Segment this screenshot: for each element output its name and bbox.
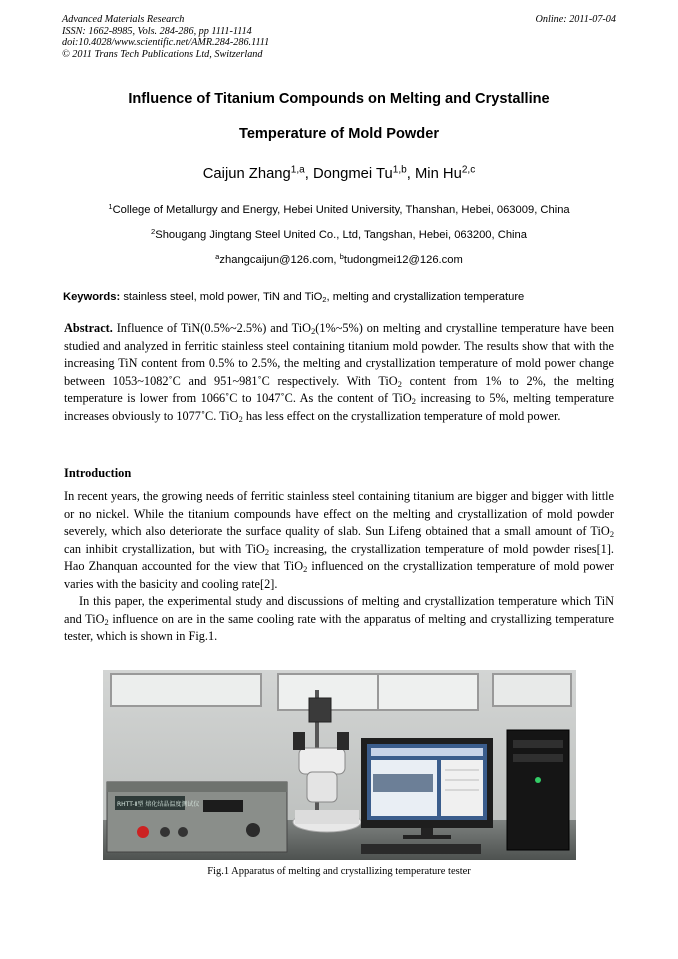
- doi-line: doi:10.4028/www.scientific.net/AMR.284-286.1111: [62, 37, 270, 49]
- abstract-text: content from 1% to 2%, the melting temperature is lower from 1066˚C to 1047˚C. As the content of TiO: [64, 373, 615, 405]
- journal-name: Advanced Materials Research: [62, 14, 185, 25]
- paragraph: [64, 593, 614, 646]
- abstract: [64, 320, 614, 425]
- subscript: 2: [411, 397, 416, 407]
- paragraph-text: increasing, the crystallization temperature of mold powder rises[1]. Hao Zhanquan accounted for the view that TiO: [64, 541, 614, 573]
- author-sup: 1,a: [290, 164, 305, 176]
- affiliation-2: [30, 226, 648, 241]
- subscript: 2: [322, 294, 327, 304]
- keywords: [63, 291, 623, 303]
- abstract-text: (1%~5%) on melting and crystalline temperature have been studied and analyzed in ferritic stainless steel containing titanium mold powder. The results show that with the increasing TiN content from 0.5% to 2.5%, the melting and crystallization temperature of mold power change between 1053~1082˚C and 951~981˚C respectively. With TiO: [64, 321, 614, 388]
- subscript: 2: [609, 530, 614, 540]
- issn-line: ISSN: 1662-8985, Vols. 284-286, pp 1111-1114: [62, 25, 252, 37]
- subscript: 2: [264, 547, 270, 557]
- keywords-text: stainless steel, mold power, TiN and TiO: [123, 291, 323, 303]
- email-line: [30, 251, 648, 266]
- keywords-label: Keywords:: [63, 291, 121, 303]
- figure-caption: Fig.1 Apparatus of melting and crystallizing temperature tester: [207, 866, 471, 877]
- copyright-line: © 2011 Trans Tech Publications Ltd, Switzerland: [62, 48, 263, 60]
- abstract-label: Abstract.: [64, 321, 113, 335]
- abstract-text: increasing to 5%, melting temperature increases obviously to 1077˚C. TiO: [64, 391, 614, 423]
- email-separator: ,: [333, 254, 340, 266]
- subscript: 2: [238, 414, 243, 424]
- email-link[interactable]: tudongmei12@126.com: [343, 254, 463, 266]
- author-list: [40, 166, 638, 182]
- paper-title-line-1: Influence of Titanium Compounds on Melting and Crystalline: [128, 91, 550, 107]
- author-name: Min Hu: [414, 166, 462, 182]
- author-separator: ,: [304, 166, 313, 182]
- author-name: Dongmei Tu: [312, 166, 393, 182]
- apparatus-panel-label: RHTT-Ⅱ型 熔化结晶温度测试仪: [117, 801, 200, 808]
- apparatus-photo: [103, 670, 576, 860]
- paragraph-text: In this paper, the experimental study and discussions of melting and crystallization temperature which TiN and TiO: [64, 594, 614, 626]
- author-separator: ,: [406, 166, 415, 182]
- email-sup: b: [339, 251, 344, 261]
- paragraph-text: influence on are in the same cooling rate with the apparatus of melting and crystallizing temperature tester, which is shown in Fig.1.: [64, 611, 615, 643]
- paragraph-text: influenced on the crystallization temperature of mold power varies with the basicity and cooling rate[2].: [64, 559, 614, 591]
- email-link[interactable]: zhangcaijun@126.com: [219, 254, 334, 266]
- keywords-text: , melting and crystallization temperature: [326, 291, 525, 303]
- affiliation-1: [30, 201, 648, 216]
- paper-title-line-2: Temperature of Mold Powder: [238, 126, 439, 142]
- subscript: 2: [303, 565, 308, 575]
- affiliation-text: College of Metallurgy and Energy, Hebei United University, Thanshan, Hebei, 063009, China: [112, 204, 570, 216]
- author-sup: 1,b: [392, 164, 407, 176]
- introduction-body: [64, 488, 614, 646]
- abstract-text: Influence of TiN(0.5%~2.5%) and TiO: [116, 321, 312, 335]
- paragraph-text: In recent years, the growing needs of ferritic stainless steel containing titanium are bigger and bigger with little or no nickel. While the titanium compounds have effect on the melting and crystallization of mold powder severely, which also deteriorate the surface quality of slab. Sun Lifeng obtained that a small amount of TiO: [64, 489, 614, 538]
- online-date: Online: 2011-07-04: [535, 14, 616, 25]
- affiliation-sup: 1: [108, 201, 113, 211]
- journal-header: [62, 14, 616, 60]
- abstract-text: has less effect on the crystallization temperature of mold power.: [245, 408, 561, 423]
- author-name: Caijun Zhang: [202, 166, 291, 182]
- email-sup: a: [215, 251, 220, 261]
- section-heading-introduction: Introduction: [64, 466, 132, 480]
- subscript: 2: [397, 379, 402, 389]
- subscript: 2: [311, 327, 316, 337]
- affiliation-text: Shougang Jingtang Steel United Co., Ltd, Tangshan, Hebei, 063200, China: [155, 229, 527, 241]
- affiliation-sup: 2: [151, 226, 156, 236]
- author-sup: 2,c: [461, 164, 476, 176]
- paragraph: [64, 488, 614, 593]
- paragraph-text: can inhibit crystallization, but with TiO: [64, 541, 265, 556]
- subscript: 2: [104, 617, 109, 627]
